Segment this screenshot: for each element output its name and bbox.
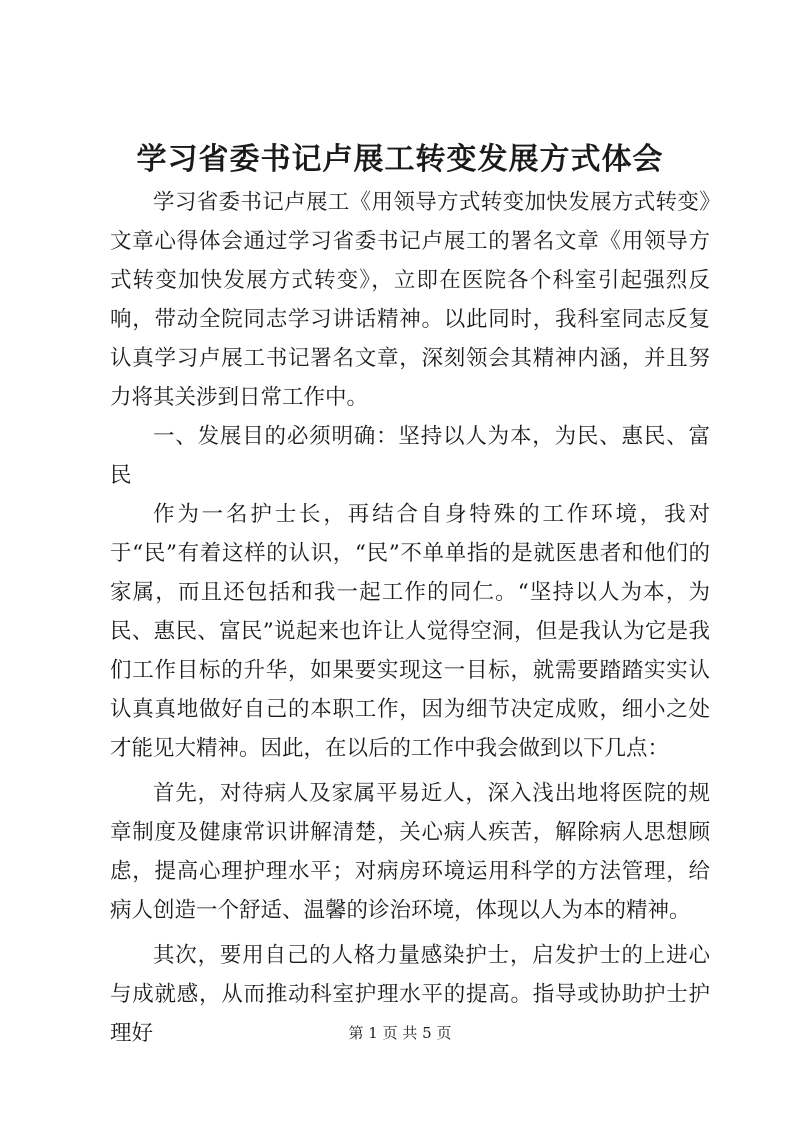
page-number-label: 第 1 页 共 5 页 — [348, 1024, 452, 1042]
document-body — [110, 183, 710, 1053]
document-title: 学习省委书记卢展工转变发展方式体会 — [136, 142, 664, 177]
page-footer — [0, 1020, 800, 1046]
paragraph-intro: 学习省委书记卢展工《用领导方式转变加快发展方式转变》文章心得体会通过学习省委书记卢展工的署名文章《用领导方式转变加快发展方式转变》，立即在医院各个科室引起强烈反响，带动全院同志学习讲话精神。以此同时，我科室同志反复认真学习卢展工书记署名文章，深刻领会其精神内涵，并且努力将其关涉到日常工作中。 — [110, 190, 710, 410]
paragraph-section-heading: 一、发展目的必须明确：坚持以人为本，为民、惠民、富民 — [110, 424, 710, 488]
paragraph-nurse-role: 作为一名护士长，再结合自身特殊的工作环境，我对于“民”有着这样的认识，“民”不单单指的是就医患者和他们的家属，而且还包括和我一起工作的同仁。“坚持以人为本，为民、惠民、富民”说起来也许让人觉得空洞，但是我认为它是我们工作目标的升华，如果要实现这一目标，就需要踏踏实实认认真真地做好自己的本职工作，因为细节决定成败，细小之处才能见大精神。因此，在以后的工作中我会做到以下几点： — [110, 502, 710, 761]
paragraph-second-point: 其次，要用自己的人格力量感染护士，启发护士的上进心与成就感，从而推动科室护理水平的提高。指导或协助护士护理好 — [110, 943, 710, 1046]
paragraph-first-point: 首先，对待病人及家属平易近人，深入浅出地将医院的规章制度及健康常识讲解清楚，关心病人疾苦，解除病人思想顾虑，提高心理护理水平；对病房环境运用科学的方法管理，给病人创造一个舒适、温馨的诊治环境，体现以人为本的精神。 — [110, 781, 710, 923]
